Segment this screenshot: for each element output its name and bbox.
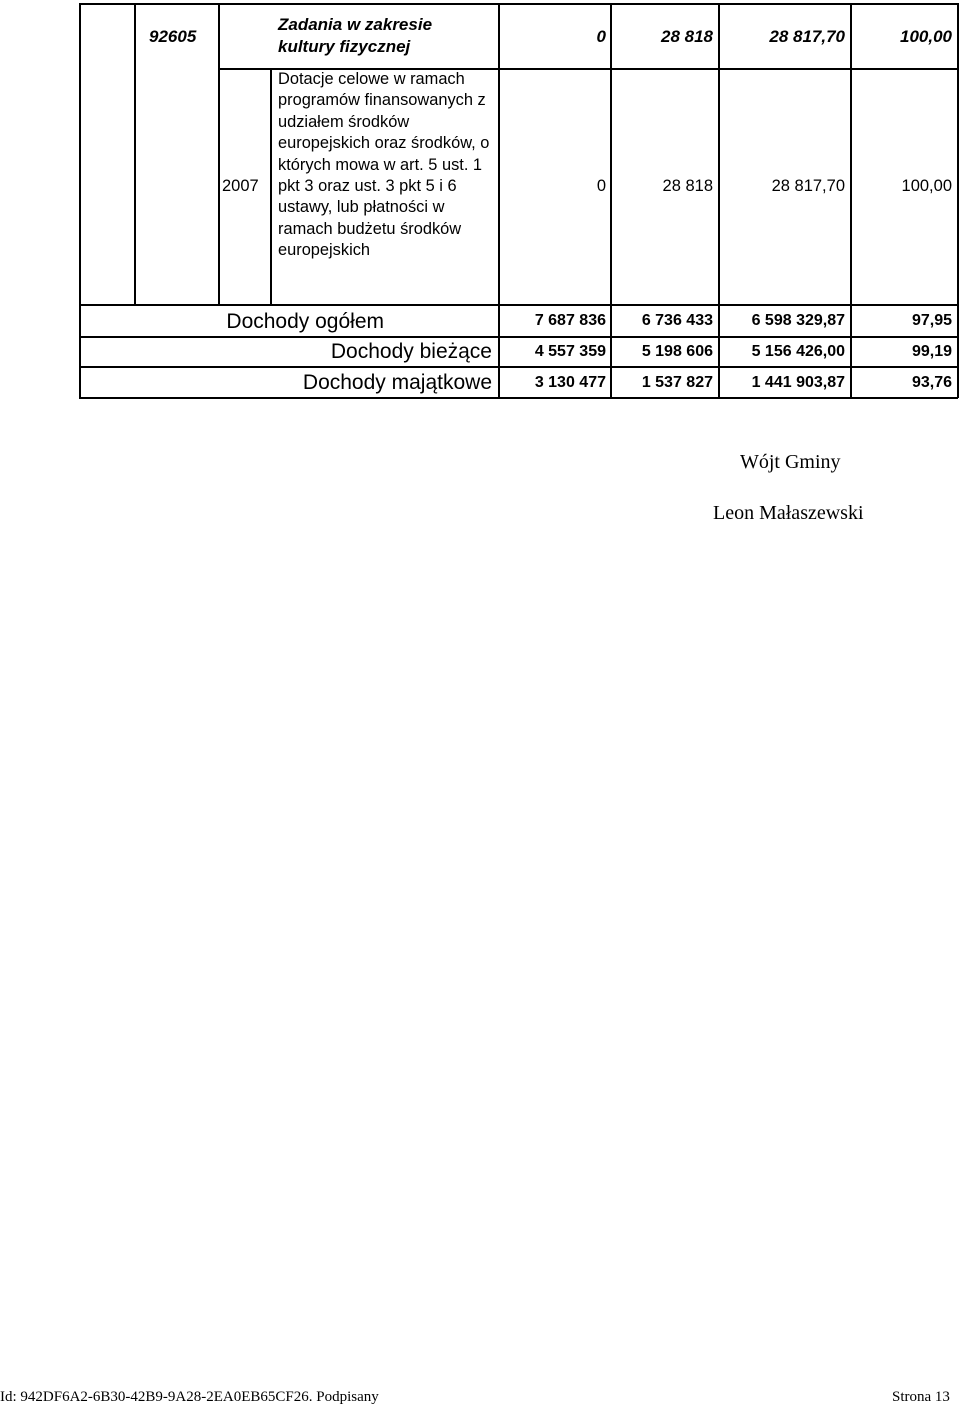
total-label: Dochody majątkowe: [302, 371, 492, 394]
table-line: [79, 3, 81, 398]
table-line: [79, 397, 958, 399]
total-executed: 1 441 903,87: [751, 374, 845, 391]
total-label: Dochody bieżące: [330, 340, 492, 363]
total-executed: 6 598 329,87: [751, 312, 845, 329]
section-executed: 28 817,70: [769, 27, 845, 46]
detail-percent: 100,00: [901, 177, 952, 195]
total-percent: 99,19: [911, 343, 952, 360]
table-line: [79, 366, 958, 368]
section-title: Zadania w zakresie kultury fizycznej: [278, 15, 433, 56]
detail-description: Dotacje celowe w ramach programów finansowanych z udziałem środków europejskich oraz środków, o których mowa w art. 5 ust. 1 pkt 3 oraz ust. 3 pkt 5 i 6 ustawy, lub płatności w ramach budżetu środków europejskich: [278, 70, 490, 260]
total-after-changes: 5 198 606: [641, 343, 713, 360]
total-after-changes: 6 736 433: [641, 312, 713, 329]
detail-after-changes: 28 818: [662, 177, 713, 195]
footer-document-id: Id: 942DF6A2-6B30-42B9-9A28-2EA0EB65CF26. Podpisany: [0, 1389, 379, 1405]
detail-plan: 0: [596, 177, 606, 195]
detail-executed: 28 817,70: [771, 177, 845, 195]
section-code: 92605: [149, 27, 197, 46]
detail-paragraph: 2007: [222, 177, 259, 195]
table-line: [498, 3, 500, 398]
total-label: Dochody ogółem: [226, 310, 384, 333]
table-line: [79, 304, 958, 306]
total-plan: 7 687 836: [534, 312, 606, 329]
total-plan: 4 557 359: [534, 343, 606, 360]
table-line: [270, 68, 272, 304]
signature-title: Wójt Gminy: [740, 451, 841, 473]
table-line: [134, 3, 136, 304]
total-percent: 93,76: [911, 374, 952, 391]
section-percent: 100,00: [900, 27, 952, 46]
table-line: [718, 3, 720, 398]
table-line: [610, 3, 612, 398]
table-line: [79, 3, 958, 5]
total-executed: 5 156 426,00: [751, 343, 845, 360]
signature-name: Leon Małaszewski: [713, 502, 864, 524]
total-percent: 97,95: [911, 312, 952, 329]
table-line: [957, 3, 959, 398]
total-plan: 3 130 477: [534, 374, 606, 391]
table-line: [79, 336, 958, 338]
table-line: [850, 3, 852, 398]
table-line: [218, 3, 220, 304]
section-plan: 0: [596, 27, 606, 46]
section-after-changes: 28 818: [661, 27, 713, 46]
footer-page-number: Strona 13: [892, 1389, 950, 1405]
total-after-changes: 1 537 827: [641, 374, 713, 391]
